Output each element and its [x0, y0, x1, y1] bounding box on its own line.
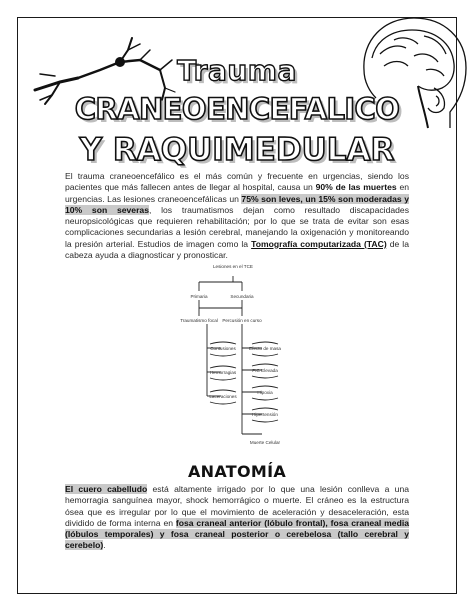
title-trauma: Trauma [177, 54, 297, 87]
intro-text-3: , los traumatismos dejan como resultado discapacidades neuropsicológicas que requieren rehabilitación; por lo que se trata de evitar son esas complicaciones secundarias a lesión cerebral, manejando la oxigenación y monitoreando la presión arterial. Estudios de imagen como la [65, 204, 409, 249]
diagram-diffuse-item: Hipertensión [252, 412, 278, 417]
diagram-primary-label: Primaria [190, 294, 208, 299]
anatomy-highlight-fosas: fosa craneal anterior (lóbulo frontal), fosa craneal media (lóbulos temporales) y fosa craneal posterior o cerebelosa (tallo cerebral y cerebelo) [65, 517, 410, 551]
diagram-focal-item: Contusiones [210, 346, 236, 351]
intro-bold-tac: Tomografía computarizada (TAC) [251, 238, 387, 249]
diagram-focal-item: Laceraciones [209, 394, 237, 399]
intro-highlight-severity: 75% son leves, un 15% son moderadas y 10% son severas [65, 193, 409, 215]
anatomy-highlight-scalp: El cuero cabelludo [65, 484, 148, 494]
intro-text-1: El trauma craneoencefálico es el más común y frecuente en urgencias, siendo los pacientes que más fallecen antes de llegar al hospital, causa un [65, 171, 409, 193]
title-raquimedular: Y RAQUIMEDULAR [79, 132, 395, 168]
intro-text-4: de la cabeza ayuda a diagnosticar y pronosticar. [65, 238, 409, 261]
intro-paragraph [65, 171, 409, 261]
title-craneoencefalico: CRANEOENCEFALICO [74, 92, 400, 126]
anatomy-text-1: está altamente irrigado por lo que una lesión conlleva a una hemorragia sanguínea mayor, shock hemorrágico o muerte. El cráneo es la estructura ósea que es irregular por lo que el movimiento de aceleración y desaceleración, esta dividido de forma interna en [65, 484, 409, 528]
diagram-diffuse-item: PIC Elevada [252, 368, 278, 373]
anatomy-text-2: . [103, 540, 106, 551]
intro-text-2: en urgencias. Las lesiones craneoencefálicas un [65, 182, 410, 204]
intro-bold-mortality: 90% de las muertes [315, 182, 397, 193]
diagram-diffuse-item: Hipoxia [257, 390, 273, 395]
diagram-focal-label: Traumatismo focal [180, 318, 218, 323]
tce-lesion-diagram [0, 258, 474, 458]
diagram-focal-item: Hemorragias [209, 370, 237, 375]
section-title-anatomia: ANATOMÍA [187, 462, 287, 481]
diagram-diffuse-label: Percusión en curso [222, 318, 262, 323]
diagram-secondary-label: Secundaria [230, 294, 254, 299]
diagram-diffuse-item: Efecto de masa [249, 346, 281, 351]
diagram-root-label: Lesiones en el TCE [212, 264, 254, 269]
anatomy-paragraph [65, 484, 409, 552]
diagram-diffuse-item: Muerte Celular [249, 440, 281, 445]
